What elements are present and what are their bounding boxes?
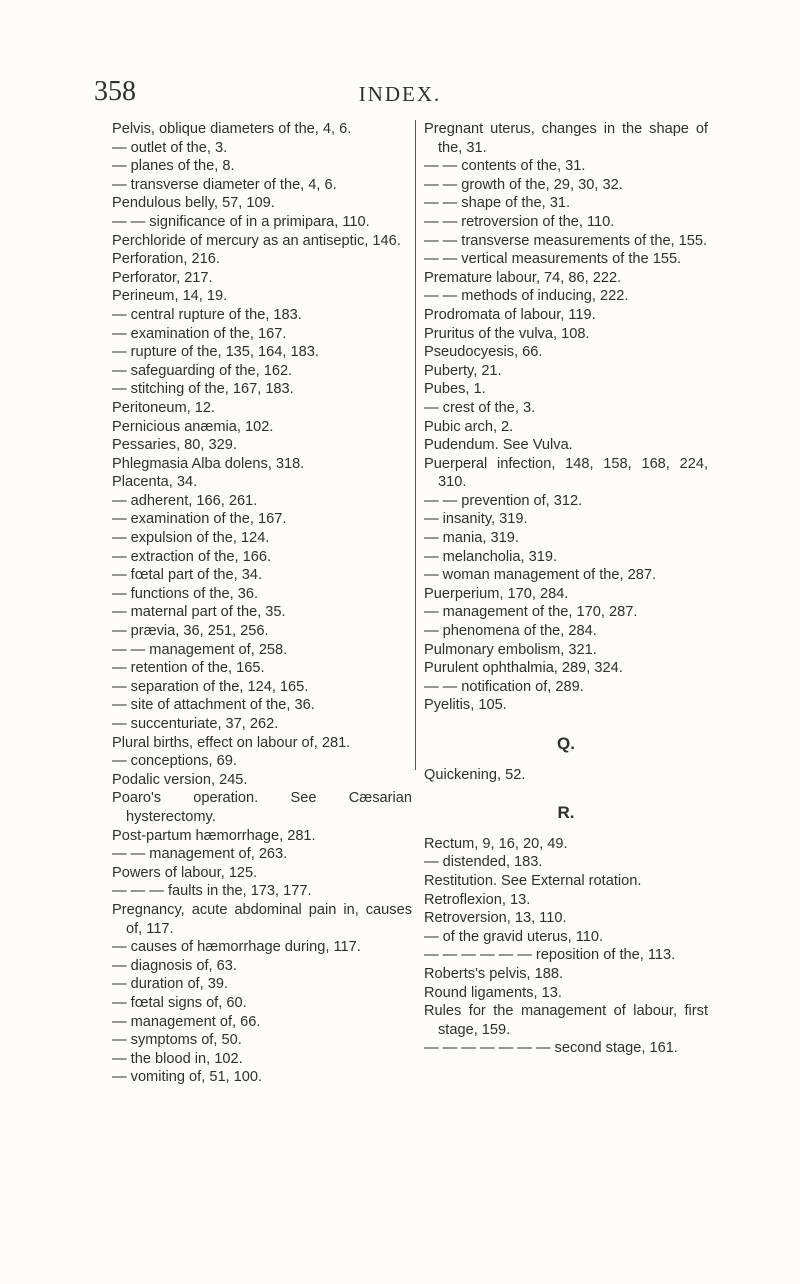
index-entry: Quickening, 52. <box>424 766 526 783</box>
index-entry: Perforator, 217. <box>112 269 213 286</box>
index-entry: — maternal part of the, 35. <box>112 604 286 621</box>
index-entry: — — management of, 263. <box>112 846 288 863</box>
index-entry: — succenturiate, 37, 262. <box>112 716 279 732</box>
section-q <box>424 766 708 785</box>
index-entry: — woman management of the, 287. <box>424 567 657 584</box>
index-column-right <box>424 120 708 1058</box>
index-entry: — central rupture of the, 183. <box>112 306 302 323</box>
index-entry: Retroversion, 13, 110. <box>424 910 567 927</box>
index-entry: — crest of the, 3. <box>424 399 536 416</box>
index-entry: — — contents of the, 31. <box>424 158 586 175</box>
index-entry: — fœtal signs of, 60. <box>112 994 247 1011</box>
index-entry: Powers of labour, 125. <box>112 864 258 881</box>
index-entry: Plural births, effect on labour of, 281. <box>112 734 351 751</box>
index-entry: — — methods of inducing, 222. <box>424 288 629 305</box>
index-entry: Pulmonary embolism, 321. <box>424 641 597 658</box>
index-entry: Puberty, 21. <box>424 362 502 379</box>
index-entry: — adherent, 166, 261. <box>112 492 258 509</box>
index-column-left <box>112 120 412 1087</box>
index-entry: Perchloride of mercury as an antiseptic, 146. <box>112 232 401 249</box>
index-entry: — retention of the, 165. <box>112 660 265 677</box>
index-entry: Pseudocyesis, 66. <box>424 344 543 361</box>
index-entry: — — — — — — — second stage, 161. <box>424 1040 678 1057</box>
index-entry: — planes of the, 8. <box>112 158 235 175</box>
index-entry: — — growth of the, 29, 30, 32. <box>424 176 623 193</box>
index-entry: — — vertical measurements of the 155. <box>424 251 682 268</box>
index-entry: — extraction of the, 166. <box>112 548 271 565</box>
index-entry: Retroflexion, 13. <box>424 891 531 908</box>
index-entry: Podalic version, 245. <box>112 771 248 788</box>
index-entry: Pelvis, oblique diameters of the, 4, 6. <box>112 121 352 137</box>
index-entry: — site of attachment of the, 36. <box>112 697 315 714</box>
index-entry: — causes of hæmorrhage during, 117. <box>112 939 361 956</box>
section-r <box>424 835 708 1058</box>
index-entry: — stitching of the, 167, 183. <box>112 381 294 398</box>
index-entry: — management of, 66. <box>112 1013 261 1030</box>
index-entry: Prodromata of labour, 119. <box>424 306 596 323</box>
index-entry: Pudendum. See Vulva. <box>424 437 573 454</box>
index-entry: Perforation, 216. <box>112 251 220 268</box>
index-entry: Rules for the management of labour, first stage, 159. <box>424 1003 708 1038</box>
index-entry: Roberts's pelvis, 188. <box>424 965 564 982</box>
index-entry: — separation of the, 124, 165. <box>112 678 309 695</box>
index-entry: — phenomena of the, 284. <box>424 623 597 640</box>
index-entry: — safeguarding of the, 162. <box>112 362 293 379</box>
index-entry: — diagnosis of, 63. <box>112 957 237 974</box>
index-entry: — mania, 319. <box>424 530 519 547</box>
index-entry: — — transverse measurements of the, 155. <box>424 232 708 249</box>
index-entry: — rupture of the, 135, 164, 183. <box>112 344 319 361</box>
index-entry: — distended, 183. <box>424 854 543 871</box>
index-entry: Phlegmasia Alba dolens, 318. <box>112 455 305 472</box>
index-entry: Perineum, 14, 19. <box>112 288 228 305</box>
index-entry: Pruritus of the vulva, 108. <box>424 325 590 342</box>
index-entry: — melancholia, 319. <box>424 548 558 565</box>
index-entry: — symptoms of, 50. <box>112 1032 242 1049</box>
index-entry: — of the gravid uterus, 110. <box>424 928 604 945</box>
index-entry: Round ligaments, 13. <box>424 984 562 1001</box>
index-entry: — — shape of the, 31. <box>424 195 571 212</box>
index-entry: — functions of the, 36. <box>112 585 259 602</box>
section-letter-r: R. <box>557 803 575 823</box>
index-entry: — fœtal part of the, 34. <box>112 567 263 584</box>
index-entry: — outlet of the, 3. <box>112 139 228 156</box>
index-entry: — — management of, 258. <box>112 641 288 658</box>
index-entry: — examination of the, 167. <box>112 511 287 528</box>
index-entry: — duration of, 39. <box>112 976 229 993</box>
index-entry: Puerperium, 170, 284. <box>424 585 569 602</box>
index-entry: — management of the, 170, 287. <box>424 604 638 621</box>
index-entry: — the blood in, 102. <box>112 1050 243 1067</box>
index-entry: Pernicious anæmia, 102. <box>112 418 274 435</box>
index-entry: Pregnancy, acute abdominal pain in, causes of, 117. <box>112 901 412 937</box>
index-entry: Pyelitis, 105. <box>424 697 507 714</box>
index-entry: Placenta, 34. <box>112 474 198 491</box>
index-entry: Pessaries, 80, 329. <box>112 437 237 454</box>
index-entry: — transverse diameter of the, 4, 6. <box>112 176 337 193</box>
index-entry: Restitution. See External rotation. <box>424 872 642 889</box>
index-entry: — — — — — — reposition of the, 113. <box>424 947 676 964</box>
index-entry: Peritoneum, 12. <box>112 399 216 416</box>
page-header <box>0 72 800 112</box>
index-entry: Purulent ophthalmia, 289, 324. <box>424 660 623 677</box>
index-entry: Rectum, 9, 16, 20, 49. <box>424 835 568 852</box>
index-entry: — vomiting of, 51, 100. <box>112 1069 263 1086</box>
index-entry: Premature labour, 74, 86, 222. <box>424 269 622 286</box>
index-entry: Pendulous belly, 57, 109. <box>112 195 275 212</box>
index-entry: Poaro's operation. See Cæsarian hysterectomy. <box>112 790 412 825</box>
section-p-continued <box>424 120 708 715</box>
index-entry: — examination of the, 167. <box>112 325 287 342</box>
index-entry: Post-partum hæmorrhage, 281. <box>112 827 316 844</box>
index-entry: Pubic arch, 2. <box>424 418 514 435</box>
index-entry: — insanity, 319. <box>424 511 528 528</box>
section-letter-q: Q. <box>557 734 575 753</box>
index-entry: Pubes, 1. <box>424 381 486 398</box>
running-title: INDEX. <box>358 82 442 106</box>
index-entry: — prævia, 36, 251, 256. <box>112 623 269 640</box>
column-divider <box>415 120 416 770</box>
index-entry: — — prevention of, 312. <box>424 492 583 509</box>
index-entry: — — significance of in a primipara, 110. <box>112 213 370 230</box>
index-entry: — expulsion of the, 124. <box>112 530 270 547</box>
index-entry: Puerperal infection, 148, 158, 168, 224, 310. <box>424 455 708 491</box>
index-entry: Pregnant uterus, changes in the shape of the, 31. <box>424 121 708 156</box>
index-entry: — conceptions, 69. <box>112 753 237 770</box>
page-number: 358 <box>94 76 136 107</box>
index-entry: — — — faults in the, 173, 177. <box>112 883 312 900</box>
index-entry: — — notification of, 289. <box>424 678 584 695</box>
index-entry: — — retroversion of the, 110. <box>424 213 615 230</box>
